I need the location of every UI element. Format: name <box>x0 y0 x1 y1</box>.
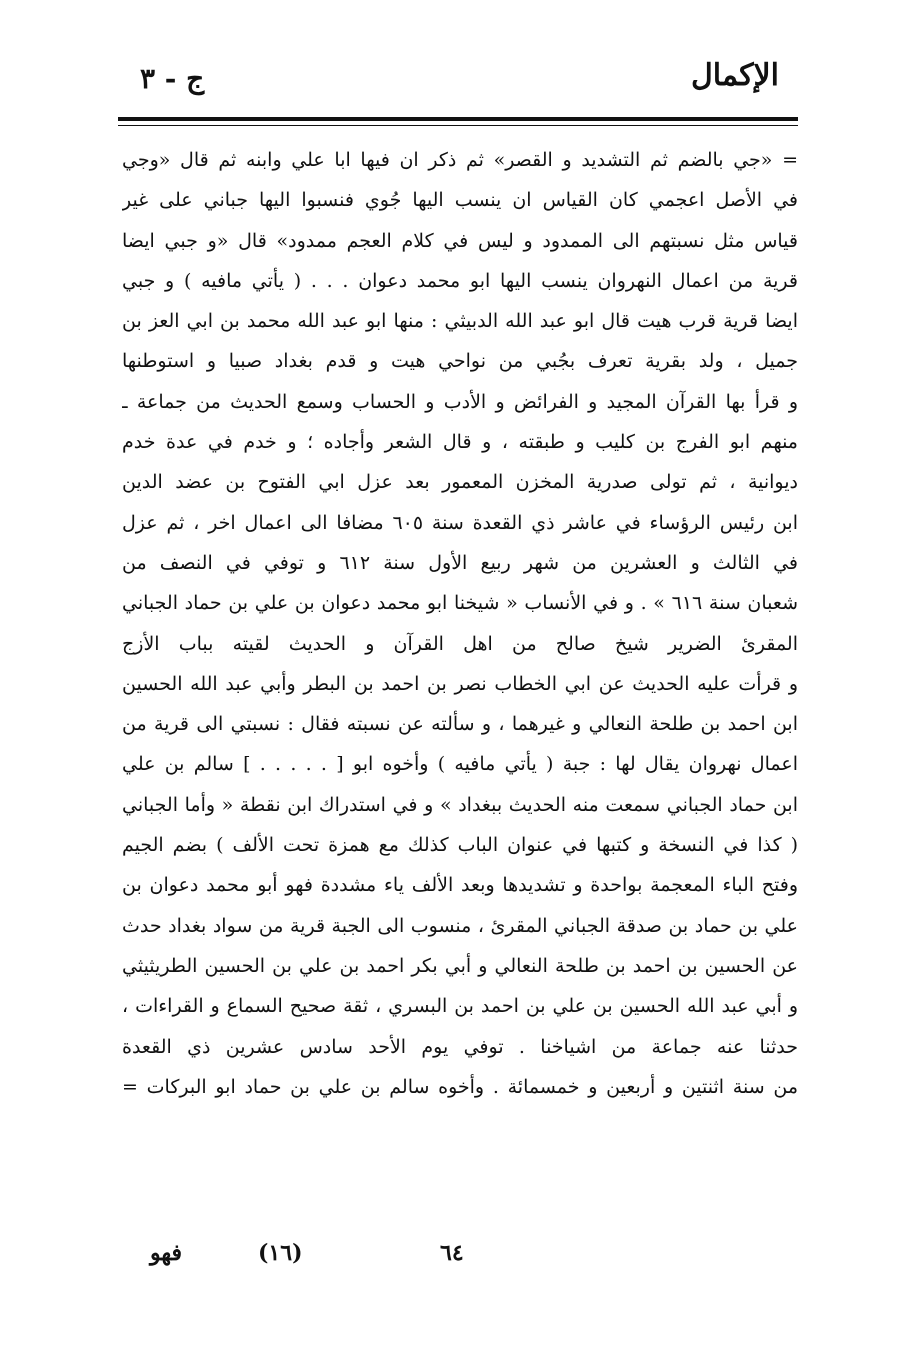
text-line: و قرأ بها القرآن المجيد و الفرائض و الأدب و الحساب وسمع الحديث من جماعة ـ <box>122 390 798 413</box>
text-line: ايضا قرية قرب هيت قال ابو عبد الله الدبيثي : منها ابو عبد الله محمد بن ابي العز بن <box>122 310 798 333</box>
catchword: فهو <box>150 1240 183 1266</box>
text-line: ابن رئيس الرؤساء في عاشر ذي القعدة سنة ٦٠٥ مضافا الى اعمال اخر ، ثم عزل <box>122 511 798 534</box>
text-line: علي بن حماد بن صدقة الجباني المقرئ ، منسوب الى الجبة قرية من سواد بغداد حدث <box>122 914 798 937</box>
text-line: ابن حماد الجباني سمعت منه الحديث ببغداد » و في استدراك ابن نقطة « وأما الجباني <box>122 793 798 816</box>
text-line: ابن احمد بن طلحة النعالي و غيرهما ، و سألته عن نسبته فقال : نسبتي الى قرية من <box>122 713 798 736</box>
text-line: من سنة اثنتين و أربعين و خمسمائة . وأخوه سالم بن علي بن حماد ابو البركات = <box>122 1075 798 1098</box>
signature-mark: (١٦) <box>258 1240 303 1266</box>
header-rule-thick <box>118 117 798 121</box>
volume-number: ج - ٣ <box>140 62 205 95</box>
text-line: و قرأت عليه الحديث عن ابي الخطاب نصر بن احمد بن البطر وأبي عبد الله الحسين <box>122 672 798 695</box>
running-title: الإكمال <box>690 58 779 93</box>
text-line: منهم ابو الفرج بن كليب و طبقته ، و قال الشعر وأجاده ؛ و خدم في عدة خدم <box>122 431 798 454</box>
body-text <box>122 140 798 1107</box>
page-number: ٦٤ <box>440 1240 464 1266</box>
text-line: المقرئ الضرير شيخ صالح من اهل القرآن و الحديث لقيته بباب الأزج <box>122 632 798 655</box>
text-line: عن الحسين بن احمد بن طلحة النعالي و أبي بكر احمد بن علي بن الحسين الطريثيثي <box>122 954 798 977</box>
text-line: ( كذا في النسخة و كتبها في عنوان الباب كذلك مع همزة تحت الألف ) بضم الجيم <box>122 834 798 857</box>
text-line: = «جي بالضم ثم التشديد و القصر» ثم ذكر ان فيها ابا علي وابنه ثم قال «وجي <box>122 149 798 171</box>
text-line: شعبان سنة ٦١٦ » . و في الأنساب « شيخنا ابو محمد دعوان بن علي بن حماد الجباني <box>122 592 798 615</box>
text-line: و أبي عبد الله الحسين بن علي بن احمد بن البسري ، ثقة صحيح السماع و القراءات ، <box>122 995 798 1018</box>
text-line: حدثنا عنه جماعة من اشياخنا . توفي يوم الأحد سادس عشرين ذي القعدة <box>122 1035 798 1058</box>
text-line: قياس مثل نسبتهم الى الممدود و ليس في كلام العجم ممدود» قال «و جبي ايضا <box>122 229 798 252</box>
text-line: قرية من اعمال النهروان ينسب اليها ابو محمد دعوان . . . ( يأتي مافيه ) و جبي <box>122 269 798 292</box>
text-line: وفتح الباء المعجمة بواحدة و تشديدها وبعد الألف ياء مشددة فهو أبو محمد دعوان بن <box>122 874 798 897</box>
header-rule-thin <box>118 125 798 126</box>
text-line: جميل ، ولد بقرية تعرف بجُبي من نواحي هيت و قدم بغداد صبيا و استوطنها <box>122 350 798 373</box>
text-line: في الأصل اعجمي كان القياس ان ينسب اليها جُوي فنسبوا اليها جباني على غير <box>122 189 798 212</box>
text-line: اعمال نهروان يقال لها : جبة ( يأتي مافيه ) وأخوه ابو [ . . . . . ] سالم بن علي <box>122 753 798 776</box>
text-line: ديوانية ، ثم تولى صدرية المخزن المعمور بعد عزل ابي الفتوح بن عضد الدين <box>122 471 798 494</box>
text-line: في الثالث و العشرين من شهر ربيع الأول سنة ٦١٢ و توفي في النصف من <box>122 551 798 574</box>
